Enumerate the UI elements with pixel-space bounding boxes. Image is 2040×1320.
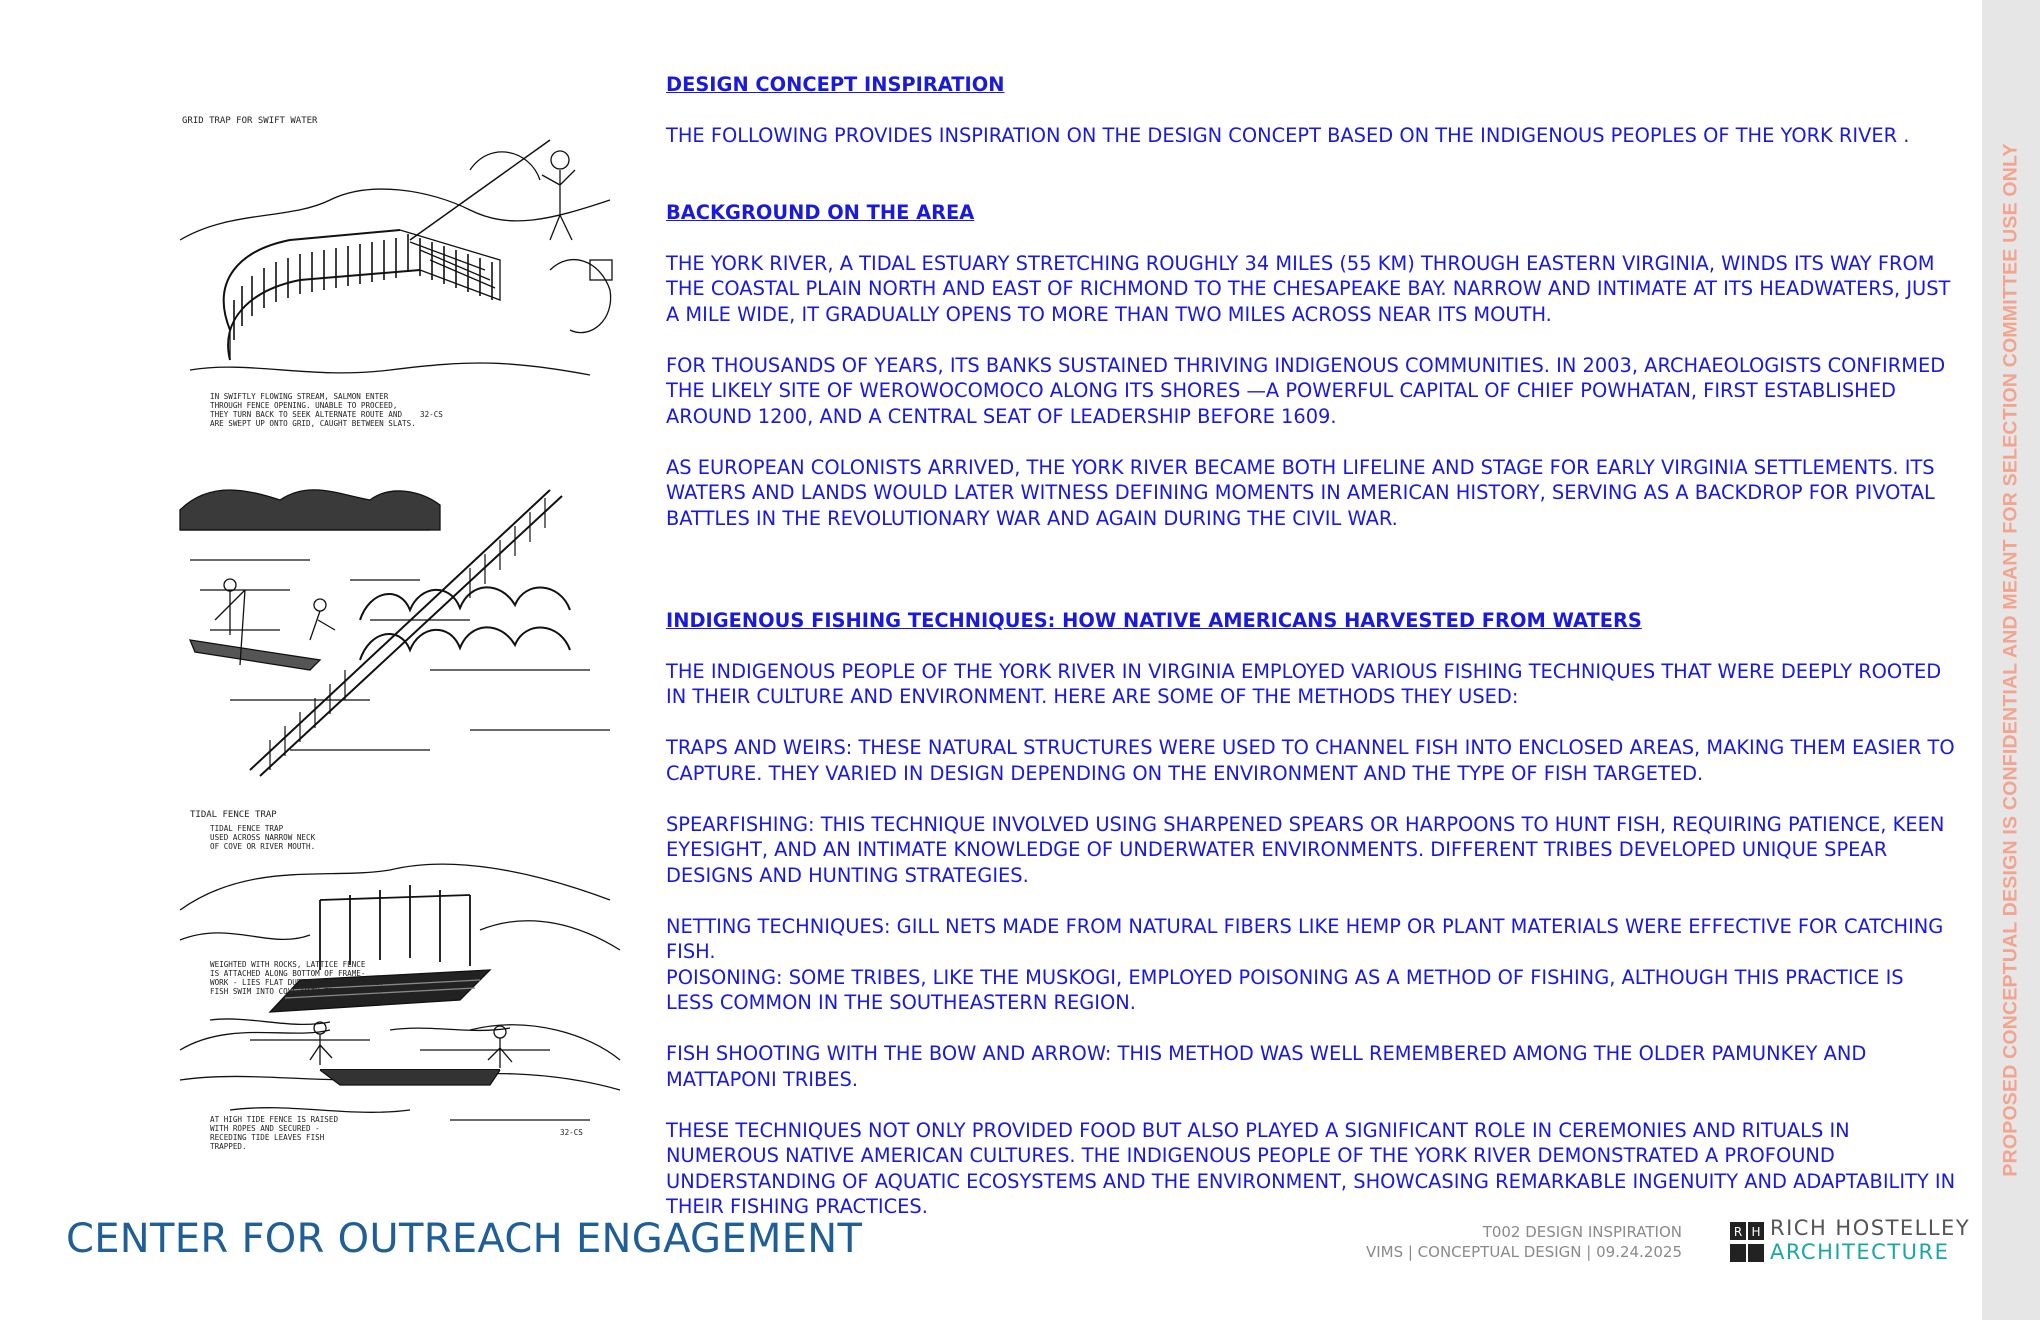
paragraph-fishing-intro: THE INDIGENOUS PEOPLE OF THE YORK RIVER IN VIRGINIA EMPLOYED VARIOUS FISHING TECHNIQUES THAT WERE DEEPLY ROOTED IN THEIR CULTURE AND ENVIRONMENT. HERE ARE SOME OF THE METHODS THEY USED: [666,659,1942,708]
paragraph-poisoning: POISONING: SOME TRIBES, LIKE THE MUSKOGI, EMPLOYED POISONING AS A METHOD OF FISHING, ALTHOUGH THIS PRACTICE IS LESS COMMON IN THE SOUTHEASTERN REGION. [666,965,1904,1014]
paragraph-spearfishing: SPEARFISHING: THIS TECHNIQUE INVOLVED USING SHARPENED SPEARS OR HARPOONS TO HUNT FISH, REQUIRING PATIENCE, KEEN EYESIGHT, AND AN INTIMATE KNOWLEDGE OF UNDERWATER ENVIRONMENTS. DIFFERENT TRIBES DEVELOPED UNIQUE SPEAR DESIGNS AND HUNTING STRATEGIES. [666,812,1945,887]
tidal-fence-sketch [170,810,630,1180]
paragraph-traps: TRAPS AND WEIRS: THESE NATURAL STRUCTURES WERE USED TO CHANNEL FISH INTO ENCLOSED AREAS, MAKING THEM EASIER TO CAPTURE. THEY VARIED IN DESIGN DEPENDING ON THE ENVIRONMENT AND THE TYPE OF FISH TARGETED. [666,736,1955,785]
paragraph-inspiration: THE FOLLOWING PROVIDES INSPIRATION ON THE DESIGN CONCEPT BASED ON THE INDIGENOUS PEOPLES OF THE YORK RIVER . [666,124,1910,147]
grid-trap-title: GRID TRAP FOR SWIFT WATER [182,116,318,126]
tidal-mark: 32-CS [560,1128,583,1137]
paragraph-background-2: FOR THOUSANDS OF YEARS, ITS BANKS SUSTAINED THRIVING INDIGENOUS COMMUNITIES. IN 2003, ARCHAEOLOGISTS CONFIRMED THE LIKELY SITE OF WEROWOCOMOCO ALONG ITS SHORES —A POWERFUL CAPITAL OF CHIEF POWHATAN, FIRST ESTABLISHED AROUND 1200, AND A CENTRAL SEAT OF LEADERSHIP BEFORE 1609. [666,353,1946,428]
tidal-caption: TIDAL FENCE TRAP USED ACROSS NARROW NECK OF COVE OR RIVER MOUTH. [210,824,316,851]
paragraph-background-1: THE YORK RIVER, A TIDAL ESTUARY STRETCHING ROUGHLY 34 MILES (55 KM) THROUGH EASTERN VIRGINIA, WINDS ITS WAY FROM THE COASTAL PLAIN NORTH AND EAST OF RICHMOND TO THE CHESAPEAKE BAY. NARROW AND INTIMATE AT ITS HEADWATERS, JUST A MILE WIDE, IT GRADUALLY OPENS TO MORE THAN TWO MILES ACROSS NEAR ITS MOUTH. [666,251,1951,326]
project-info: VIMS | CONCEPTUAL DESIGN | 09.24.2025 [1365,1243,1682,1261]
firm-name-line2: ARCHITECTURE [1770,1240,1950,1264]
high-tide-caption: AT HIGH TIDE FENCE IS RAISED WITH ROPES AND SECURED - RECEDING TIDE LEAVES FISH TRAPPED. [210,1115,339,1151]
sheet-name: T002 DESIGN INSPIRATION [1482,1223,1682,1241]
paragraph-closing: THESE TECHNIQUES NOT ONLY PROVIDED FOOD BUT ALSO PLAYED A SIGNIFICANT ROLE IN CEREMONIES AND RITUALS IN NUMEROUS NATIVE AMERICAN CULTURES. THE INDIGENOUS PEOPLE OF THE YORK RIVER DEMONSTRATED A PROFOUND UNDERSTANDING OF AQUATIC ECOSYSTEMS AND THE ENVIRONMENT, SHOWCASING REMARKABLE INGENUITY AND ADAPTABILITY IN THEIR FISHING PRACTICES. [666,1118,1956,1218]
heading-design-inspiration: DESIGN CONCEPT INSPIRATION [666,73,1005,96]
grid-trap-sketch [170,110,630,440]
grid-trap-caption: IN SWIFTLY FLOWING STREAM, SALMON ENTER THROUGH FENCE OPENING. UNABLE TO PROCEED, THEY TURN BACK TO SEEK ALTERNATE ROUTE AND ARE SWEPT UP ONTO GRID, CAUGHT BETWEEN SLATS. [210,392,416,428]
svg-text:R: R [1733,1225,1743,1239]
main-text [666,72,1956,1220]
heading-fishing-techniques: INDIGENOUS FISHING TECHNIQUES: HOW NATIVE AMERICANS HARVESTED FROM WATERS [666,608,1642,632]
grid-trap-drawing [170,130,630,420]
svg-text:H: H [1751,1225,1761,1239]
confidential-note: PROPOSED CONCEPTUAL DESIGN IS CONFIDENTIAL AND MEANT FOR SELECTION COMMITTEE USE ONLY [1999,143,2022,1177]
weight-caption: WEIGHTED WITH ROCKS, LATTICE FENCE IS ATTACHED ALONG BOTTOM OF FRAME- WORK - LIES FLAT DURING INCOMING TIDE. FISH SWIM INTO COVE WITH TIDE. [210,960,384,996]
sketch-column [170,110,630,1170]
paragraph-bow-arrow: FISH SHOOTING WITH THE BOW AND ARROW: THIS METHOD WAS WELL REMEMBERED AMONG THE OLDER PAMUNKEY AND MATTAPONI TRIBES. [666,1042,1867,1091]
grid-trap-mark: 32-CS [420,410,443,419]
heading-background: BACKGROUND ON THE AREA [666,200,975,224]
sheet-info [1366,1222,1682,1262]
grid-trap-posts [234,234,492,340]
firm-name-line1: RICH HOSTELLEY [1770,1216,1971,1240]
firm-logo-text [1770,1216,1970,1264]
confidential-sidebar [1982,0,2040,1320]
firm-logo-mark [1730,1222,1764,1262]
paragraph-netting: NETTING TECHNIQUES: GILL NETS MADE FROM NATURAL FIBERS LIKE HEMP OR PLANT MATERIALS WERE EFFECTIVE FOR CATCHING FISH. [666,914,1944,963]
weir-sketch [170,470,630,790]
paragraph-background-3: AS EUROPEAN COLONISTS ARRIVED, THE YORK RIVER BECAME BOTH LIFELINE AND STAGE FOR EARLY VIRGINIA SETTLEMENTS. ITS WATERS AND LANDS WOULD LATER WITNESS DEFINING MOMENTS IN AMERICAN HISTORY, SERVING AS A BACKDROP FOR PIVOTAL BATTLES IN THE REVOLUTIONARY WAR AND AGAIN DURING THE CIVIL WAR. [666,455,1935,530]
tidal-title: TIDAL FENCE TRAP [190,810,277,820]
weir-drawing [170,470,630,790]
project-title: CENTER FOR OUTREACH ENGAGEMENT [66,1216,863,1262]
